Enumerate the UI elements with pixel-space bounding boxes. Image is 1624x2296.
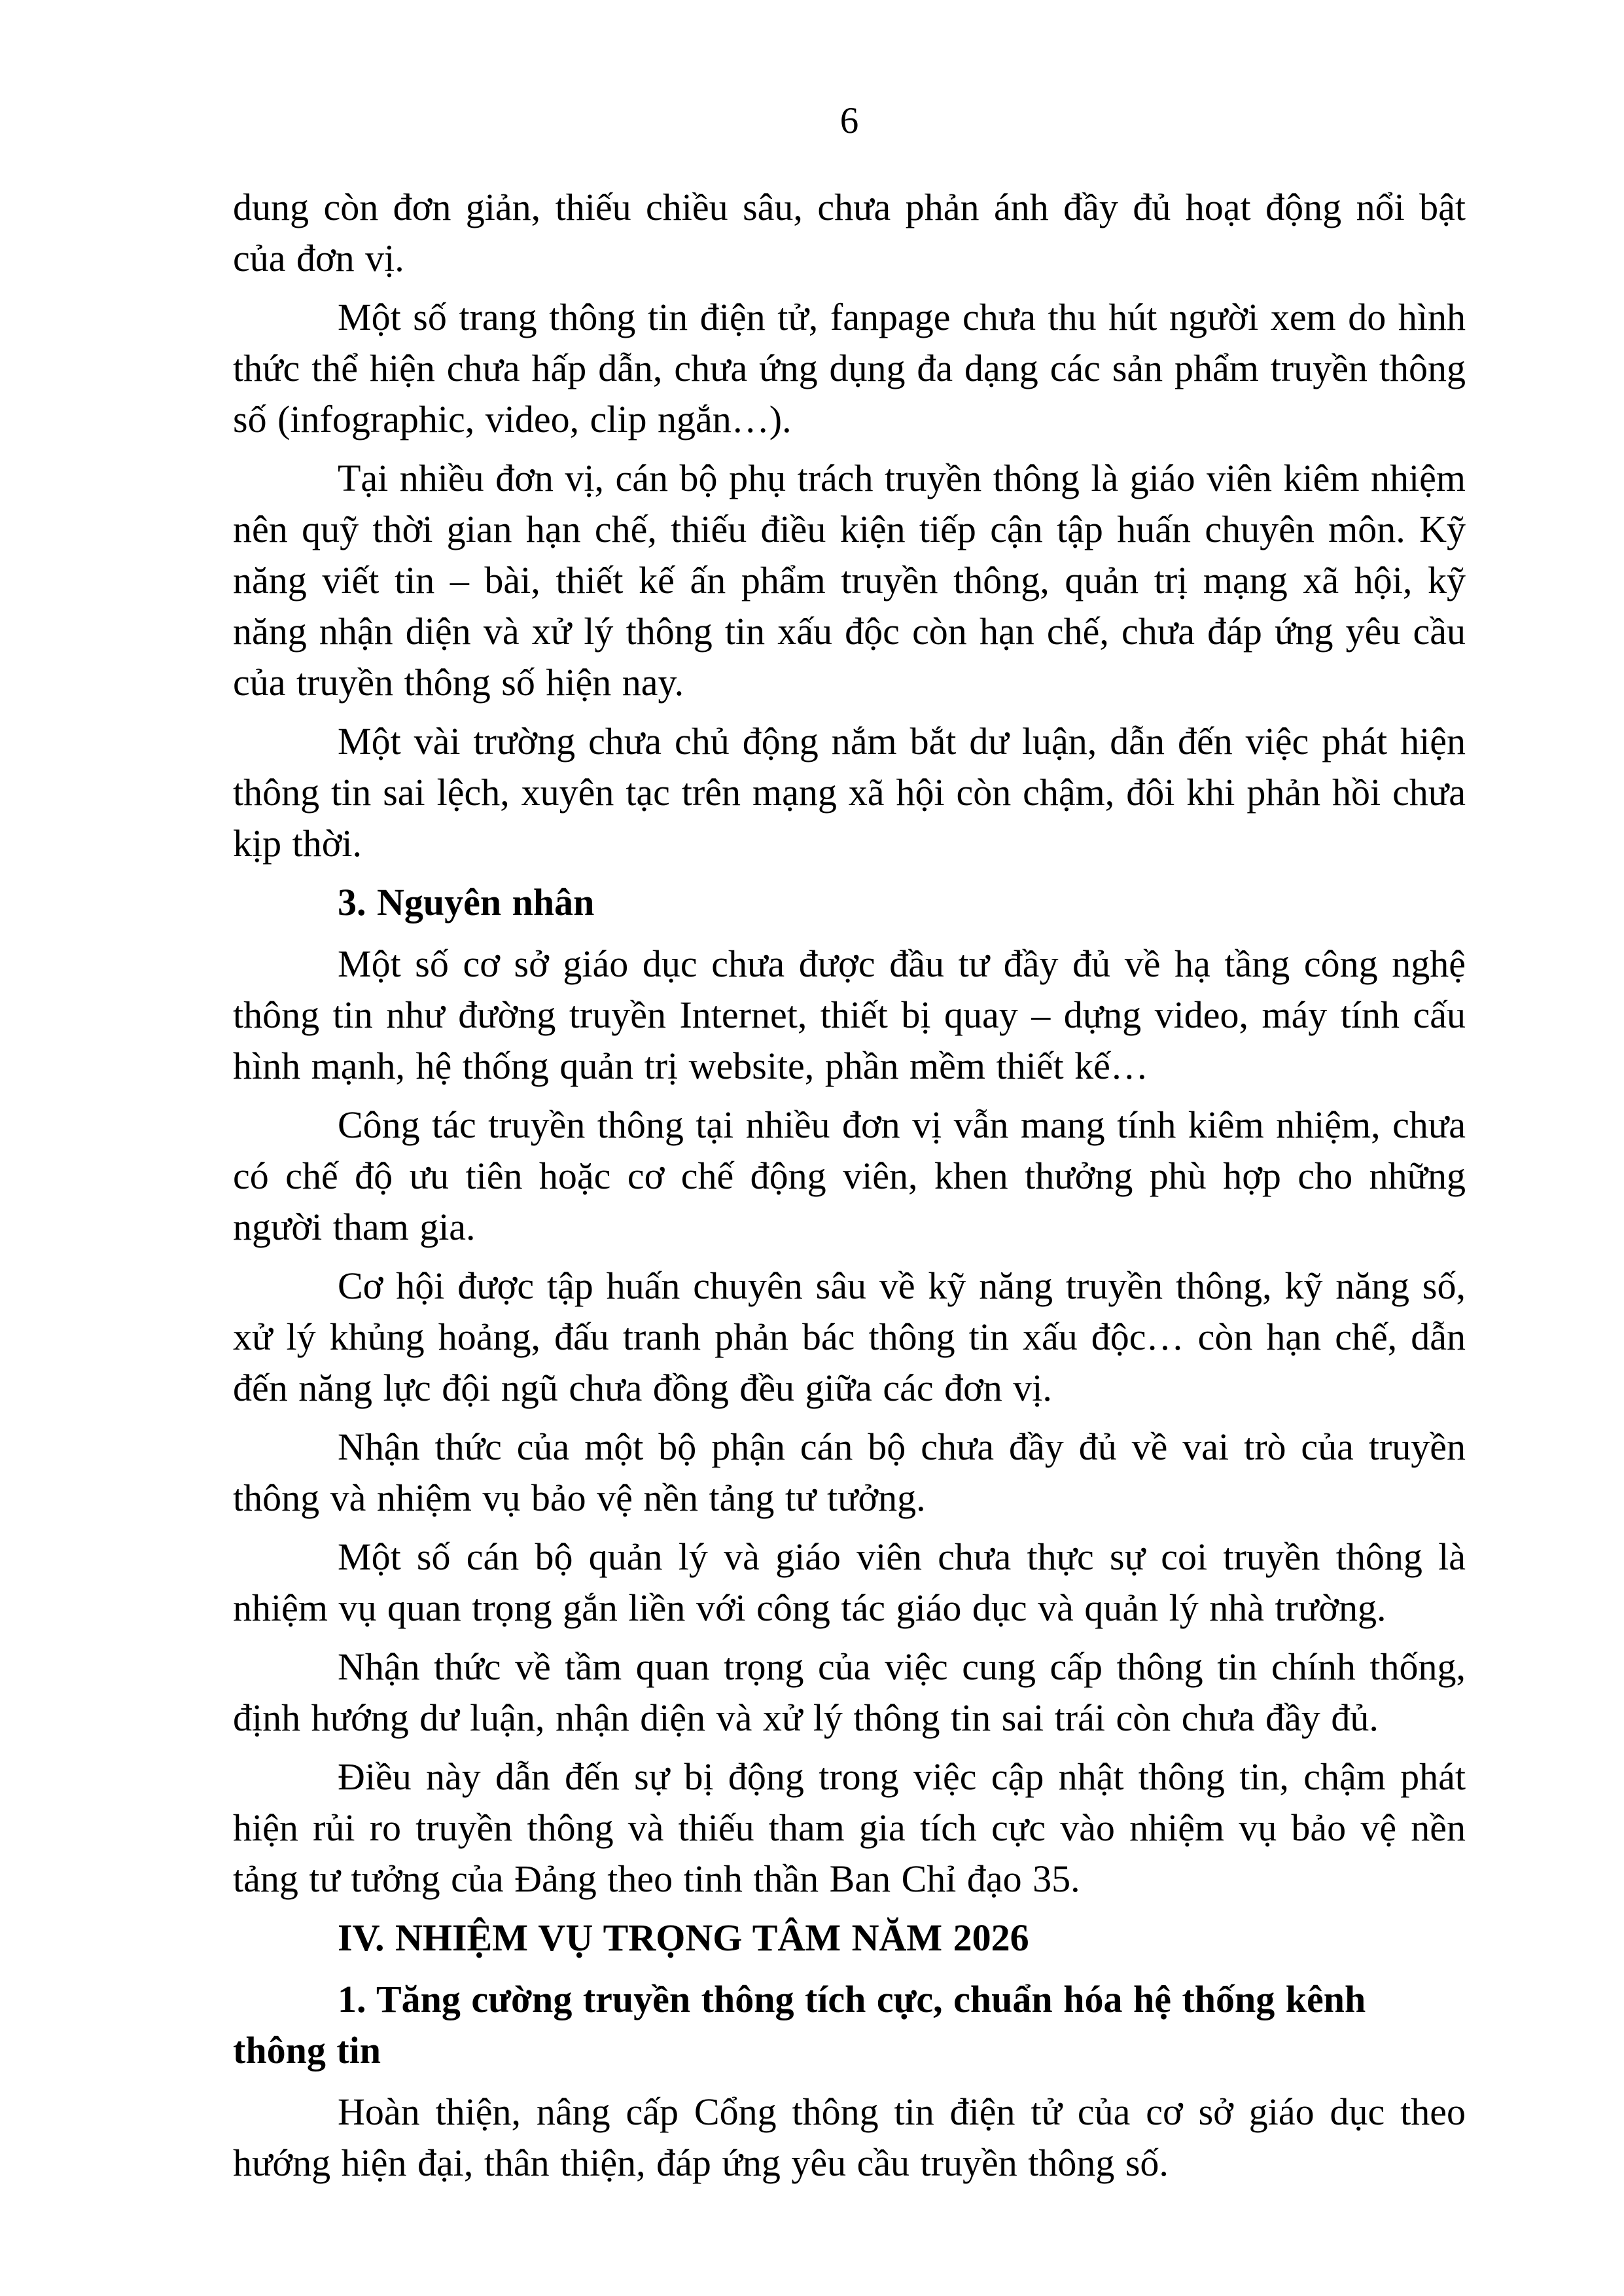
paragraph: Hoàn thiện, nâng cấp Cổng thông tin điện tử của cơ sở giáo dục theo hướng hiện đại, thân thiện, đáp ứng yêu cầu truyền thông số. bbox=[233, 2090, 1466, 2184]
paragraph: Nhận thức về tầm quan trọng của việc cung cấp thông tin chính thống, định hướng dư luận, nhận diện và xử lý thông tin sai trái còn chưa đầy đủ. bbox=[233, 1645, 1466, 1739]
paragraph: Một số cơ sở giáo dục chưa được đầu tư đầy đủ về hạ tầng công nghệ thông tin như đường truyền Internet, thiết bị quay – dựng video, máy tính cấu hình mạnh, hệ thống quản trị website, phần mềm thiết kế… bbox=[233, 942, 1466, 1087]
paragraph: Cơ hội được tập huấn chuyên sâu về kỹ năng truyền thông, kỹ năng số, xử lý khủng hoảng, đấu tranh phản bác thông tin xấu độc… còn hạn chế, dẫn đến năng lực đội ngũ chưa đồng đều giữa các đơn vị. bbox=[233, 1265, 1466, 1409]
paragraph: Nhận thức của một bộ phận cán bộ chưa đầy đủ về vai trò của truyền thông và nhiệm vụ bảo vệ nền tảng tư tưởng. bbox=[233, 1426, 1466, 1519]
paragraph: Điều này dẫn đến sự bị động trong việc cập nhật thông tin, chậm phát hiện rủi ro truyền thông và thiếu tham gia tích cực vào nhiệm vụ bảo vệ nền tảng tư tưởng của Đảng theo tinh thần Ban Chỉ đạo 35. bbox=[233, 1755, 1466, 1900]
page-content bbox=[233, 182, 1466, 2189]
paragraph: Một số trang thông tin điện tử, fanpage chưa thu hút người xem do hình thức thể hiện chưa hấp dẫn, chưa ứng dụng đa dạng các sản phẩm truyền thông số (infographic, video, clip ngắn…). bbox=[233, 296, 1466, 440]
paragraph: Một vài trường chưa chủ động nắm bắt dư luận, dẫn đến việc phát hiện thông tin sai lệch, xuyên tạc trên mạng xã hội còn chậm, đôi khi phản hồi chưa kịp thời. bbox=[233, 720, 1466, 865]
section-heading: IV. NHIỆM VỤ TRỌNG TÂM NĂM 2026 bbox=[338, 1916, 1029, 1959]
paragraph: Công tác truyền thông tại nhiều đơn vị vẫn mang tính kiêm nhiệm, chưa có chế độ ưu tiên hoặc cơ chế động viên, khen thưởng phù hợp cho những người tham gia. bbox=[233, 1103, 1466, 1248]
paragraph: dung còn đơn giản, thiếu chiều sâu, chưa phản ánh đầy đủ hoạt động nổi bật của đơn vị. bbox=[233, 186, 1466, 279]
section-heading: 3. Nguyên nhân bbox=[338, 881, 595, 924]
paragraph: Một số cán bộ quản lý và giáo viên chưa thực sự coi truyền thông là nhiệm vụ quan trọng gắn liền với công tác giáo dục và quản lý nhà trường. bbox=[233, 1535, 1466, 1629]
section-heading: 1. Tăng cường truyền thông tích cực, chuẩn hóa hệ thống kênh thông tin bbox=[233, 1978, 1366, 2072]
paragraph: Tại nhiều đơn vị, cán bộ phụ trách truyền thông là giáo viên kiêm nhiệm nên quỹ thời gian hạn chế, thiếu điều kiện tiếp cận tập huấn chuyên môn. Kỹ năng viết tin – bài, thiết kế ấn phẩm truyền thông, quản trị mạng xã hội, kỹ năng nhận diện và xử lý thông tin xấu độc còn hạn chế, chưa đáp ứng yêu cầu của truyền thông số hiện nay. bbox=[233, 457, 1466, 704]
page-number: 6 bbox=[839, 100, 859, 141]
